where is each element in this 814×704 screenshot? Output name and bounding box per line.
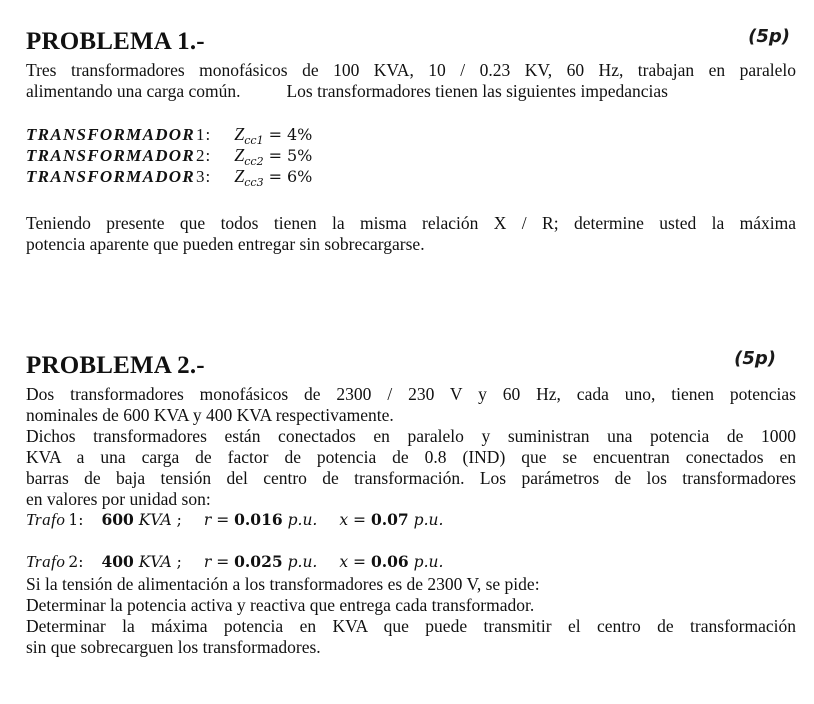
impedance-formula: $Z_{cc1} = 4\%$ <box>234 124 313 148</box>
transformer-label: TRANSFORMADOR <box>26 146 195 165</box>
paragraph-line: en valores por unidad son: <box>26 489 211 509</box>
impedance-symbol: Z <box>234 124 245 144</box>
impedance-list <box>26 124 796 190</box>
trafo-number: 1: <box>68 511 84 529</box>
trafo-name: Trafo <box>26 552 66 571</box>
problem-2-section <box>26 348 796 658</box>
problem-1-heading <box>26 24 796 60</box>
trafo-resistance: r = 0.025 p.u. <box>203 552 318 571</box>
trafo-name: Trafo <box>26 510 66 529</box>
impedance-row: TRANSFORMADOR 2 : $Z_{cc2} = 5\%$ <box>26 145 313 169</box>
problem-1-points: (5p) <box>748 26 790 47</box>
problem-2-paragraph-1 <box>26 384 796 510</box>
trafo-reactance: x = 0.07 p.u. <box>339 510 444 529</box>
paragraph-line: barras de baja tensión del centro de transformación. Los parámetros de los transformadores <box>26 468 796 488</box>
trafo-parameters-row <box>26 510 796 532</box>
trafo-parameters-row <box>26 552 796 574</box>
impedance-formula: $Z_{cc2} = 5\%$ <box>234 145 313 169</box>
intro-line-2-part-a: alimentando una carga común. <box>26 81 241 101</box>
trafo-power: 600 KVA ; <box>101 510 182 529</box>
trafo-power: 400 KVA ; <box>101 552 182 571</box>
requirement-line: sin que sobrecarguen los transformadores. <box>26 637 321 657</box>
requirement-line: Si la tensión de alimentación a los transformadores es de 2300 V, se pide: <box>26 574 540 594</box>
problem-2-heading <box>26 348 796 384</box>
problem-2-title: PROBLEMA 2.- <box>26 352 205 379</box>
problem-2-points: (5p) <box>734 348 776 369</box>
intro-line-2-part-b: Los transformadores tienen las siguientes impedancias <box>286 81 668 101</box>
paragraph-line: nominales de 600 KVA y 400 KVA respectivamente. <box>26 405 394 425</box>
intro-line-1-text: Tres transformadores monofásicos de 100 KVA, 10 / 0.23 KV, 60 Hz, trabajan en paralelo <box>26 60 796 80</box>
impedance-value: 5% <box>286 146 313 165</box>
intro-line <box>26 81 796 102</box>
transformer-label: TRANSFORMADOR <box>26 167 195 186</box>
impedance-row: TRANSFORMADOR 3 : $Z_{cc3} = 6\%$ <box>26 166 313 190</box>
question-line: Teniendo presente que todos tienen la misma relación X / R; determine usted la máxima <box>26 213 796 233</box>
impedance-formula: $Z_{cc3} = 6\%$ <box>234 166 313 190</box>
requirement-line: Determinar la potencia activa y reactiva que entrega cada transformador. <box>26 595 535 615</box>
question-line: potencia aparente que pueden entregar sin sobrecargarse. <box>26 234 425 254</box>
problem-1-title: PROBLEMA 1.- <box>26 28 205 55</box>
trafo-number: 2: <box>68 553 84 571</box>
impedance-value: 6% <box>286 167 313 186</box>
impedance-value: 4% <box>286 125 313 144</box>
impedance-subscript: cc1 <box>244 134 264 148</box>
intro-line <box>26 60 796 81</box>
impedance-symbol: Z <box>234 166 245 186</box>
impedance-symbol: Z <box>234 145 245 165</box>
problem-2-requirements <box>26 574 796 658</box>
problem-1-section <box>26 24 796 255</box>
problem-1-intro <box>26 60 796 102</box>
transformer-number: 3 <box>196 167 205 186</box>
transformer-label: TRANSFORMADOR <box>26 125 195 144</box>
transformer-number: 2 <box>196 146 205 165</box>
trafo-reactance: x = 0.06 p.u. <box>339 552 444 571</box>
impedance-subscript: cc3 <box>244 176 264 190</box>
paragraph-line: Dos transformadores monofásicos de 2300 / 230 V y 60 Hz, cada uno, tienen potencias <box>26 384 796 404</box>
problem-1-question <box>26 213 796 255</box>
impedance-subscript: cc2 <box>244 155 264 169</box>
transformer-number: 1 <box>196 125 205 144</box>
impedance-row: TRANSFORMADOR 1 : $Z_{cc1} = 4\%$ <box>26 124 313 148</box>
paragraph-line: KVA a una carga de factor de potencia de 0.8 (IND) que se encuentran conectados en <box>26 447 796 467</box>
paragraph-line: Dichos transformadores están conectados en paralelo y suministran una potencia de 1000 <box>26 426 796 446</box>
trafo-resistance: r = 0.016 p.u. <box>203 510 318 529</box>
requirement-line: Determinar la máxima potencia en KVA que puede transmitir el centro de transformación <box>26 616 796 636</box>
